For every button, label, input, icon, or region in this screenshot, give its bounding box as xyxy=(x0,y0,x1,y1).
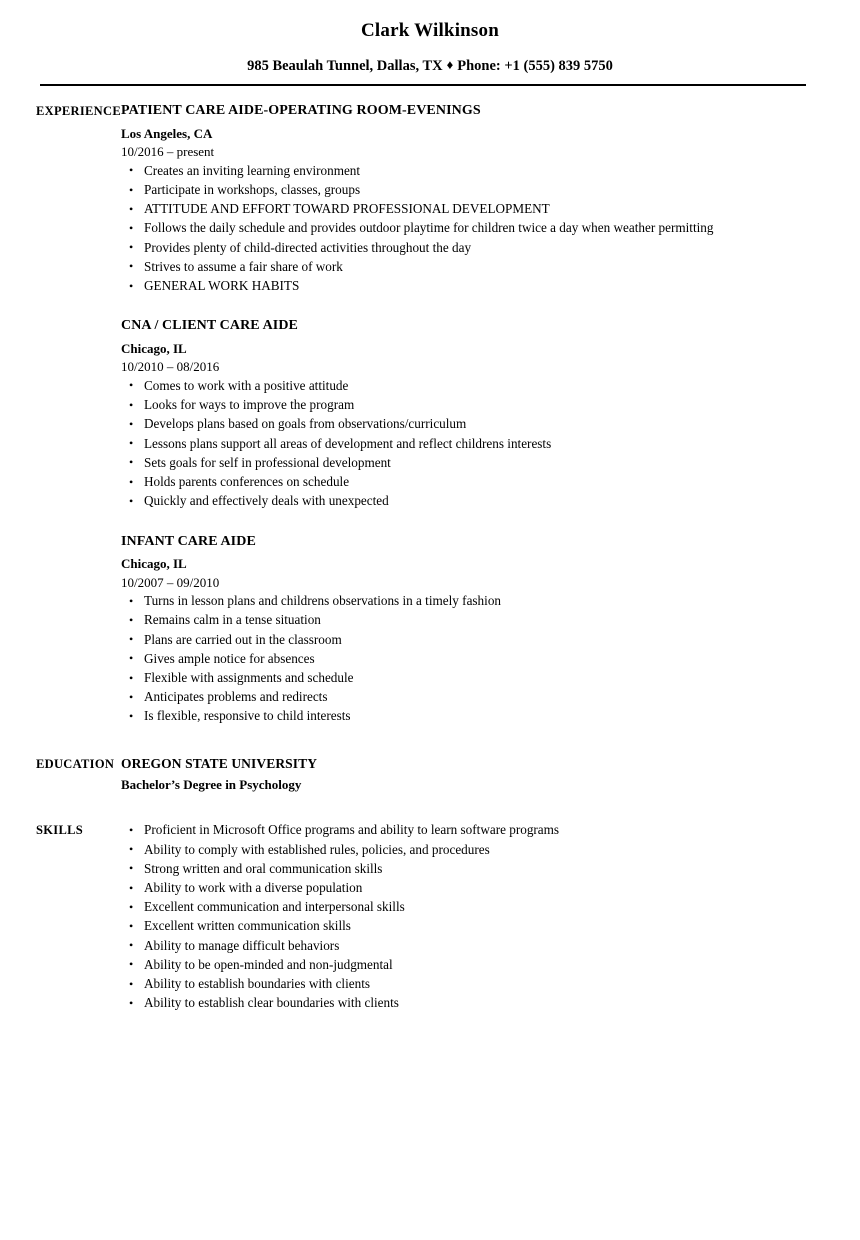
job-bullet-list xyxy=(121,592,800,726)
skill-bullet: • Ability to manage difficult behaviors xyxy=(121,937,800,955)
skill-bullet: • Ability to establish boundaries with clients xyxy=(121,975,800,993)
skill-bullet: • Ability to be open-minded and non-judgmental xyxy=(121,956,800,974)
job-location: Chicago, IL xyxy=(121,341,187,357)
job-dates: 10/2016 – present xyxy=(121,144,215,160)
contact-phone: Phone: +1 (555) 839 5750 xyxy=(457,57,613,74)
job-bullet: • Comes to work with a positive attitude xyxy=(121,377,800,395)
section-skills xyxy=(0,820,860,1012)
job-entry xyxy=(121,533,800,726)
skills-entries xyxy=(121,820,860,1012)
job-bullet: • Follows the daily schedule and provides outdoor playtime for children twice a day when weather permitting xyxy=(121,219,800,237)
job-entry xyxy=(121,317,800,510)
job-bullet: • Looks for ways to improve the program xyxy=(121,396,800,414)
job-location: Los Angeles, CA xyxy=(121,126,213,142)
resume-header xyxy=(0,0,860,86)
skills-bullet-list xyxy=(121,821,800,1012)
section-label-skills: SKILLS xyxy=(36,823,83,838)
skill-bullet: • Excellent communication and interpersonal skills xyxy=(121,898,800,916)
job-title: PATIENT CARE AIDE-OPERATING ROOM-EVENINGS xyxy=(121,103,481,119)
job-bullet-list xyxy=(121,377,800,511)
job-bullet: • Gives ample notice for absences xyxy=(121,650,800,668)
job-bullet: • GENERAL WORK HABITS xyxy=(121,277,800,295)
job-bullet: • Provides plenty of child-directed activities throughout the day xyxy=(121,239,800,257)
job-bullet: • Plans are carried out in the classroom xyxy=(121,631,800,649)
job-dates: 10/2010 – 08/2016 xyxy=(121,359,220,375)
job-bullet: • Creates an inviting learning environment xyxy=(121,162,800,180)
section-experience xyxy=(0,102,860,725)
education-school: OREGON STATE UNIVERSITY xyxy=(121,755,318,771)
job-bullet: • Strives to assume a fair share of work xyxy=(121,258,800,276)
resume-content xyxy=(0,86,860,1012)
job-bullet: • Remains calm in a tense situation xyxy=(121,611,800,629)
candidate-name: Clark Wilkinson xyxy=(361,20,499,41)
job-bullet: • Turns in lesson plans and childrens observations in a timely fashion xyxy=(121,592,800,610)
job-location: Chicago, IL xyxy=(121,556,187,572)
job-bullet: • Sets goals for self in professional development xyxy=(121,454,800,472)
job-title: CNA / CLIENT CARE AIDE xyxy=(121,318,298,334)
section-label-education: EDUCATION xyxy=(36,756,115,771)
job-entry xyxy=(121,102,800,295)
section-education xyxy=(0,755,860,795)
education-degree: Bachelor’s Degree in Psychology xyxy=(121,776,302,792)
skill-bullet: • Ability to work with a diverse population xyxy=(121,879,800,897)
experience-entries xyxy=(121,102,860,725)
job-bullet-list xyxy=(121,162,800,296)
diamond-separator-icon: ♦ xyxy=(446,56,454,72)
job-title: INFANT CARE AIDE xyxy=(121,533,256,549)
skill-bullet: • Excellent written communication skills xyxy=(121,917,800,935)
job-bullet: • Quickly and effectively deals with unexpected xyxy=(121,492,800,510)
job-bullet: • Holds parents conferences on schedule xyxy=(121,473,800,491)
job-bullet: • Anticipates problems and redirects xyxy=(121,688,800,706)
contact-address: 985 Beaulah Tunnel, Dallas, TX xyxy=(247,57,443,74)
skill-bullet: • Ability to establish clear boundaries with clients xyxy=(121,994,800,1012)
skill-bullet: • Ability to comply with established rules, policies, and procedures xyxy=(121,841,800,859)
job-bullet: • Is flexible, responsive to child interests xyxy=(121,707,800,725)
contact-line xyxy=(0,57,860,75)
job-bullet: • Flexible with assignments and schedule xyxy=(121,669,800,687)
job-bullet: • ATTITUDE AND EFFORT TOWARD PROFESSIONAL DEVELOPMENT xyxy=(121,200,800,218)
skill-bullet: • Proficient in Microsoft Office programs and ability to learn software programs xyxy=(121,821,800,839)
job-dates: 10/2007 – 09/2010 xyxy=(121,574,220,590)
education-entries xyxy=(121,755,860,795)
job-bullet: • Lessons plans support all areas of development and reflect childrens interests xyxy=(121,435,800,453)
skill-bullet: • Strong written and oral communication skills xyxy=(121,860,800,878)
section-label-experience: EXPERIENCE xyxy=(36,104,121,119)
job-bullet: • Develops plans based on goals from observations/curriculum xyxy=(121,415,800,433)
job-bullet: • Participate in workshops, classes, groups xyxy=(121,181,800,199)
